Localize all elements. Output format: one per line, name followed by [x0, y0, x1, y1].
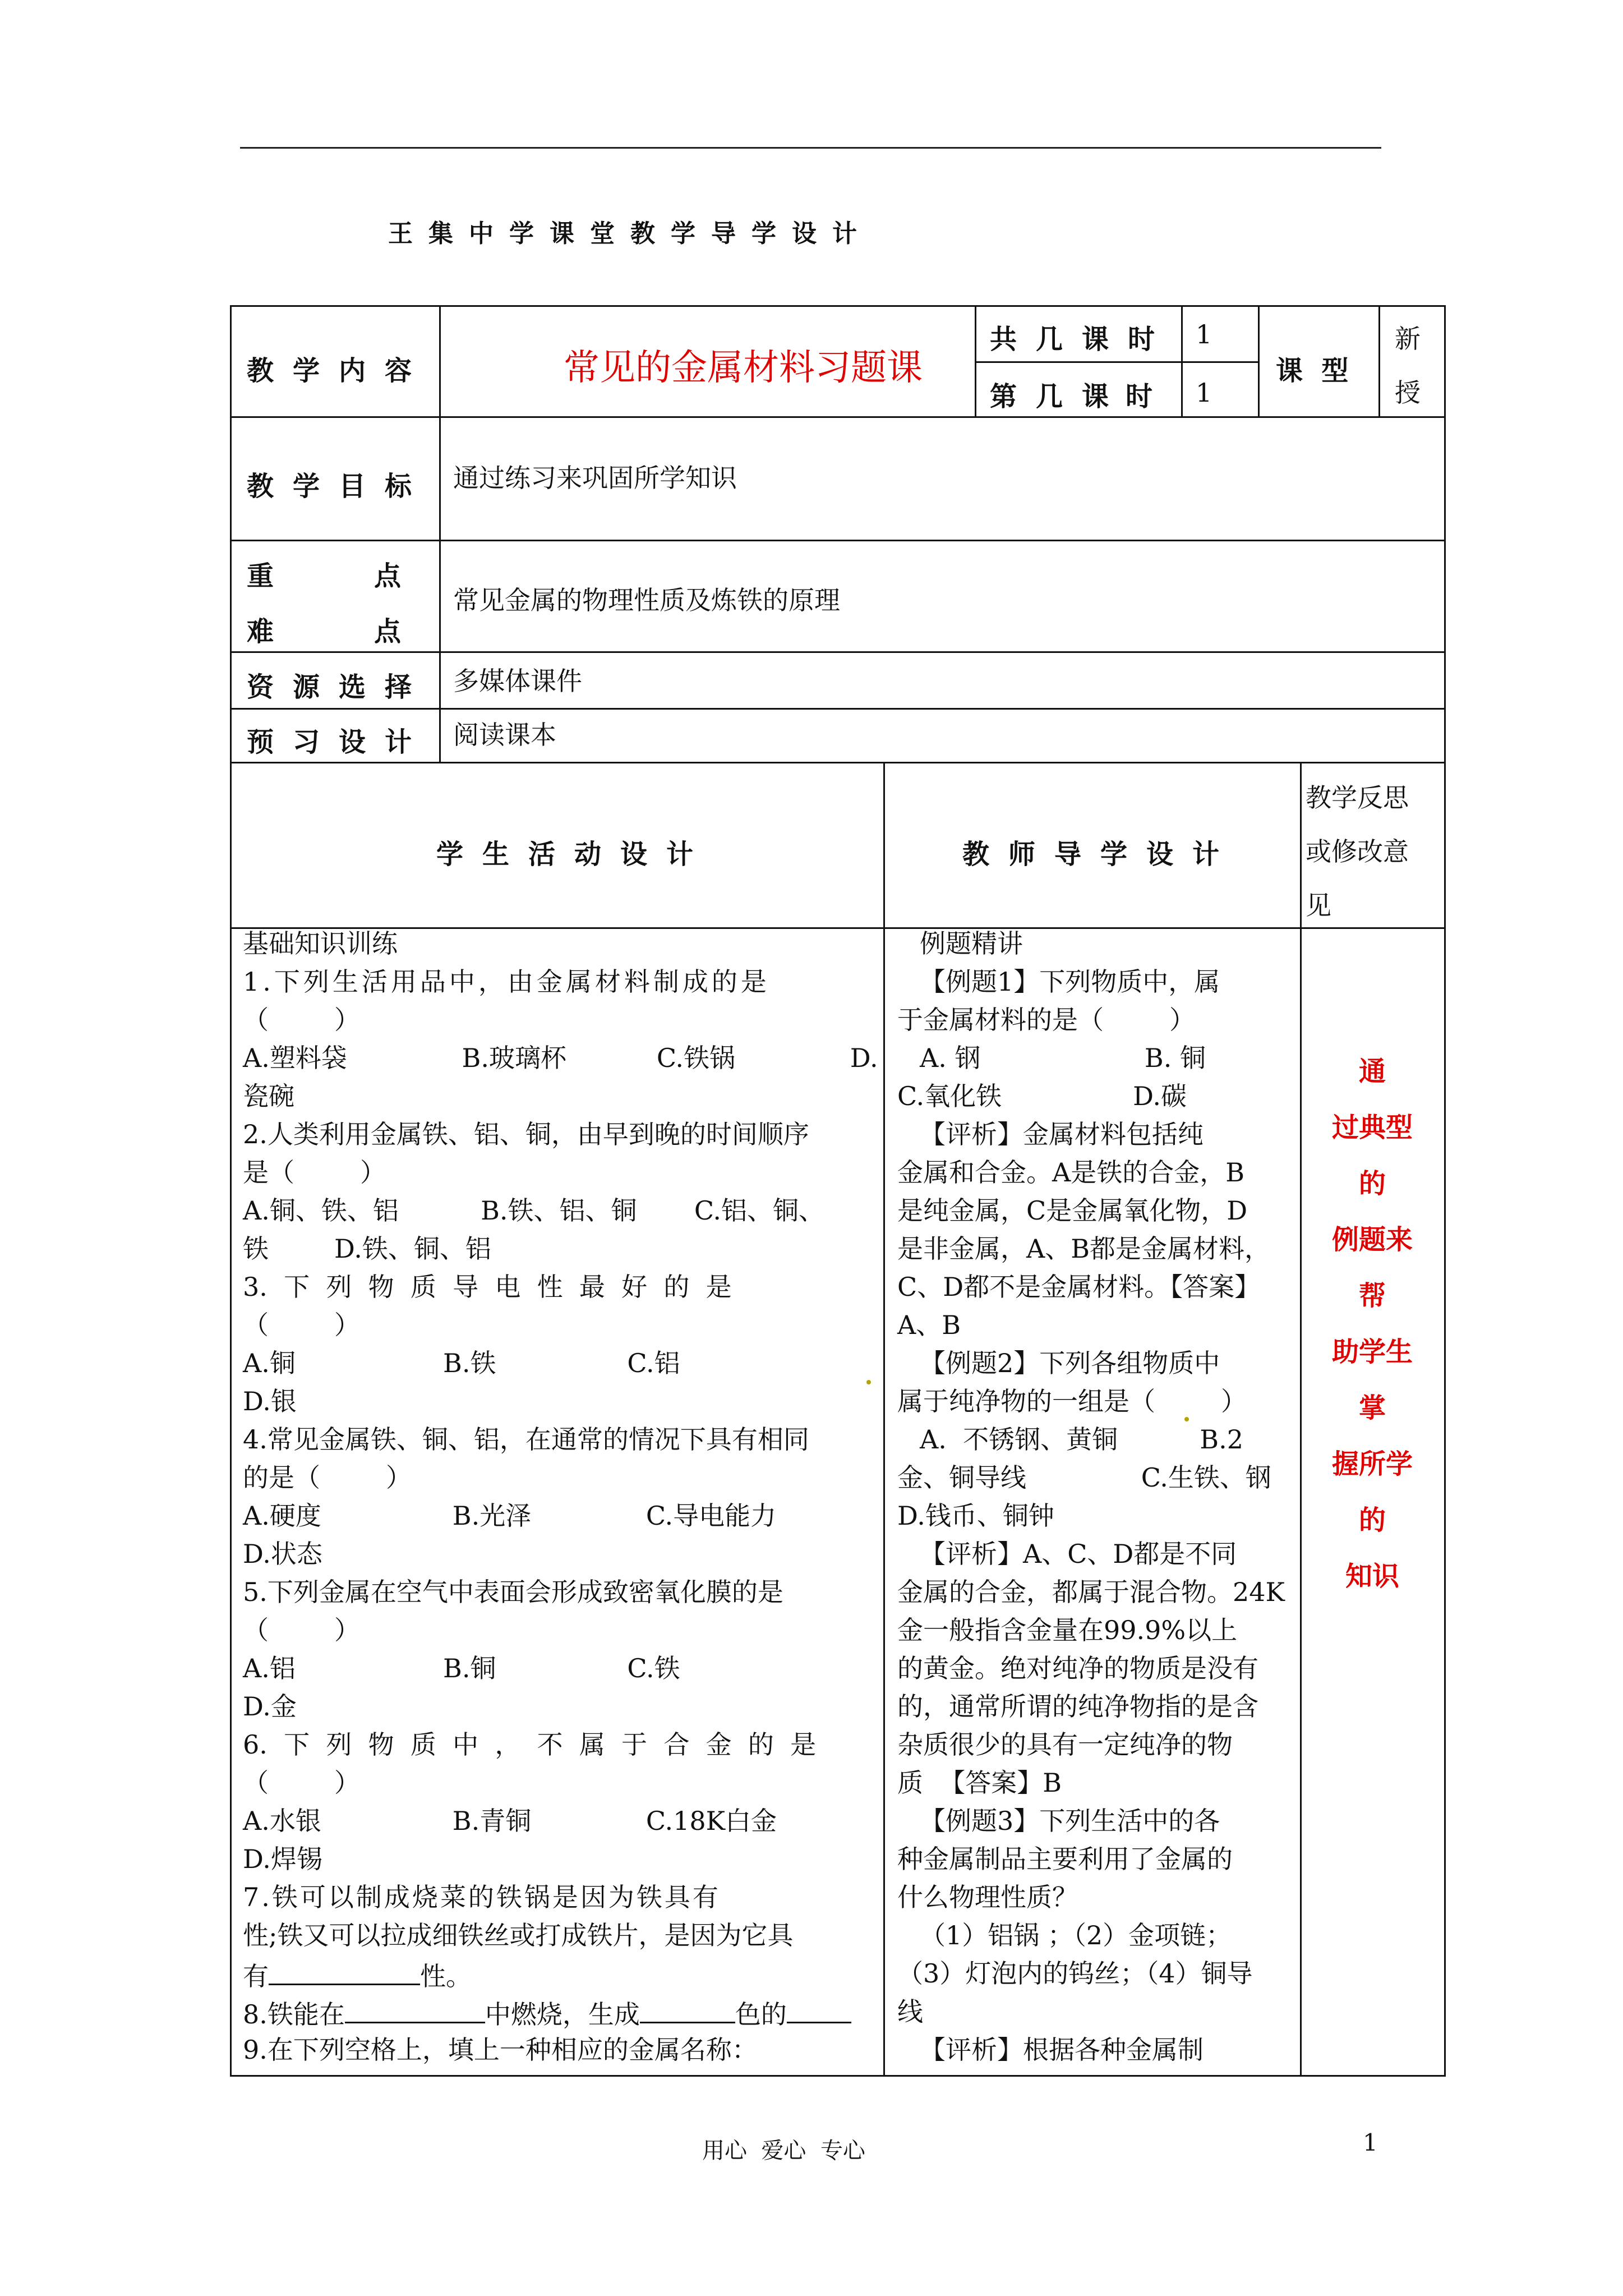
note-line: 知识 [1345, 1561, 1399, 1592]
student-line: 7.铁可以制成烧菜的铁锅是因为铁具有 [243, 1882, 721, 1912]
student-line: 6. 下 列 物 质 中 ， 不 属 于 合 金 的 是 [243, 1729, 817, 1760]
teacher-line: 【例题3】下列生活中的各 [920, 1806, 1220, 1836]
note-line: 例题来帮 [1331, 1224, 1413, 1312]
student-line: （ ） [243, 1615, 360, 1645]
teacher-line: 【评析】根据各种金属制 [920, 2035, 1204, 2065]
teacher-guide-heading: 教师导学设计 [962, 839, 1239, 870]
teacher-line: 什么物理性质？ [897, 1882, 1078, 1912]
current-period-label: 第几课时 [990, 381, 1170, 412]
student-line: （ ） [243, 1005, 360, 1035]
student-line: A.铜、铁、铝 B.铁、铝、铜 C.铝、铜、 [243, 1195, 825, 1226]
answer-blank[interactable] [787, 1993, 851, 2023]
lesson-type-label: 课 型 [1276, 355, 1349, 386]
teacher-line: 于金属材料的是（ ） [897, 1005, 1195, 1035]
student-line: A.硬度 B.光泽 C.导电能力 [243, 1501, 777, 1531]
teacher-line: 是纯金属，C是金属氧化物，D [897, 1195, 1248, 1226]
teacher-line: 种金属制品主要利用了金属的 [897, 1844, 1233, 1874]
page-number: 1 [1363, 2129, 1378, 2156]
teacher-line: 【评析】金属材料包括纯 [920, 1119, 1204, 1149]
teacher-line: （1）铝锅 ；（2）金项链； [920, 1920, 1232, 1950]
goal-text: 通过练习来巩固所学知识 [453, 463, 737, 493]
teacher-line: 金属的合金，都属于混合物。24K [897, 1577, 1285, 1607]
student-line: 5.下列金属在空气中表面会形成致密氧化膜的是 [243, 1577, 783, 1607]
teacher-line: 例题精讲 [920, 928, 1023, 959]
student-line: A.铝 B.铜 C.铁 [243, 1653, 680, 1683]
teacher-line: A. 钢 B. 铜 [920, 1043, 1206, 1073]
teacher-examples [897, 924, 1290, 2069]
total-periods-value: 1 [1196, 319, 1212, 349]
goal-label: 教学目标 [247, 471, 431, 502]
teacher-line: 金属和合金。A是铁的合金，B [897, 1157, 1245, 1188]
document-title: 王集中学课堂教学导学设计 [388, 219, 873, 248]
student-line: 基础知识训练 [243, 928, 398, 959]
teacher-line: 属于纯净物的一组是（ ） [897, 1386, 1247, 1416]
content-label: 教学内容 [247, 355, 431, 386]
student-line: A.铜 B.铁 C.铝 [243, 1348, 680, 1378]
key-label-2b: 点 [374, 616, 402, 647]
student-line: D.金 [243, 1691, 297, 1722]
note-line: 通 [1358, 1056, 1386, 1087]
teacher-line: 杂质很少的具有一定纯净的物 [897, 1729, 1233, 1760]
teacher-line: 【例题1】下列物质中，属 [920, 967, 1220, 997]
stray-mark [1184, 1417, 1189, 1421]
answer-blank[interactable] [640, 1993, 735, 2023]
student-line: 2.人类利用金属铁、铝、铜，由早到晚的时间顺序 [243, 1119, 809, 1149]
lesson-title: 常见的金属材料习题课 [564, 347, 923, 389]
teacher-line: D.钱币、铜钟 [897, 1501, 1054, 1531]
teacher-line: 【例题2】下列各组物质中 [920, 1348, 1220, 1378]
teacher-line: （3）灯泡内的钨丝；（4）铜导 [897, 1958, 1253, 1989]
student-line: 3. 下 列 物 质 导 电 性 最 好 的 是 [243, 1272, 732, 1302]
note-line: 过典型的 [1331, 1112, 1413, 1199]
student-line: D.焊锡 [243, 1844, 322, 1874]
student-line: 的是（ ） [243, 1462, 412, 1493]
student-line: 性;铁又可以拉成细铁丝或打成铁片，是因为它具 [243, 1920, 794, 1950]
student-line: （ ） [243, 1768, 360, 1798]
preview-text: 阅读课本 [453, 720, 556, 750]
student-line-fill: 有 性。 [243, 1954, 872, 1993]
reflection-heading-3: 见 [1306, 890, 1331, 921]
answer-blank[interactable] [345, 1993, 485, 2023]
student-exercises [243, 924, 878, 2069]
lesson-type-value-1: 新 [1395, 324, 1421, 354]
reflection-note [1330, 1043, 1414, 1604]
resource-text: 多媒体课件 [453, 666, 582, 696]
teacher-line: C.氧化铁 D.碳 [897, 1081, 1187, 1111]
key-label-1b: 点 [374, 560, 402, 592]
teacher-line: 的黄金。绝对纯净的物质是没有 [897, 1653, 1258, 1683]
student-line: （ ） [243, 1310, 360, 1340]
key-label-2a: 难 [247, 616, 274, 647]
student-line: 9.在下列空格上，填上一种相应的金属名称： [243, 2035, 758, 2065]
stray-mark [866, 1380, 871, 1384]
teacher-line: 是非金属，A、B都是金属材料， [897, 1234, 1271, 1264]
student-line: A.塑料袋 B.玻璃杯 C.铁锅 D. [243, 1043, 878, 1073]
teacher-line: 【评析】A、C、D都是不同 [920, 1539, 1237, 1569]
key-label-1a: 重 [247, 560, 274, 592]
teacher-line: 质 【答案】B [897, 1768, 1062, 1798]
teacher-line: A、B [897, 1310, 961, 1340]
note-line: 助学生掌 [1331, 1336, 1413, 1424]
student-line: 是（ ） [243, 1157, 386, 1188]
resource-label: 资源选择 [247, 671, 431, 703]
teacher-line: C、D都不是金属材料。【答案】 [897, 1272, 1261, 1302]
lesson-type-value-2: 授 [1395, 378, 1421, 408]
student-activity-heading: 学生活动设计 [436, 839, 713, 870]
key-points-text: 常见金属的物理性质及炼铁的原理 [453, 585, 840, 615]
total-periods-label: 共几课时 [990, 324, 1174, 355]
teacher-line: 的，通常所谓的纯净物指的是含 [897, 1691, 1258, 1722]
student-line: 4.常见金属铁、铜、铝，在通常的情况下具有相同 [243, 1424, 809, 1455]
note-line: 握所学的 [1331, 1448, 1413, 1536]
student-line: 铁 D.铁、铜、铝 [243, 1234, 491, 1264]
teacher-line: A. 不锈钢、黄铜 B.2 [920, 1424, 1243, 1455]
answer-blank[interactable] [269, 1954, 420, 1985]
teacher-line: 线 [897, 1996, 923, 2027]
student-line: D.状态 [243, 1539, 322, 1569]
header-rule [240, 147, 1381, 149]
student-line: D.银 [243, 1386, 297, 1416]
preview-label: 预习设计 [247, 726, 431, 758]
teacher-line: 金一般指含金量在99.9%以上 [897, 1615, 1238, 1645]
current-period-value: 1 [1196, 378, 1212, 408]
student-line: A.水银 B.青铜 C.18K白金 [243, 1806, 777, 1836]
teacher-line: 金、铜导线 C.生铁、钢 [897, 1462, 1271, 1493]
reflection-heading-2: 或修改意 [1306, 836, 1409, 867]
footer-motto: 用心 爱心 专心 [702, 2138, 865, 2164]
student-line-fill: 8.铁能在 中燃烧，生成 色的 [243, 1993, 872, 2031]
student-line: 1.下列生活用品中，由金属材料制成的是 [243, 967, 770, 997]
reflection-heading-1: 教学反思 [1306, 783, 1409, 813]
student-line: 瓷碗 [243, 1081, 294, 1111]
